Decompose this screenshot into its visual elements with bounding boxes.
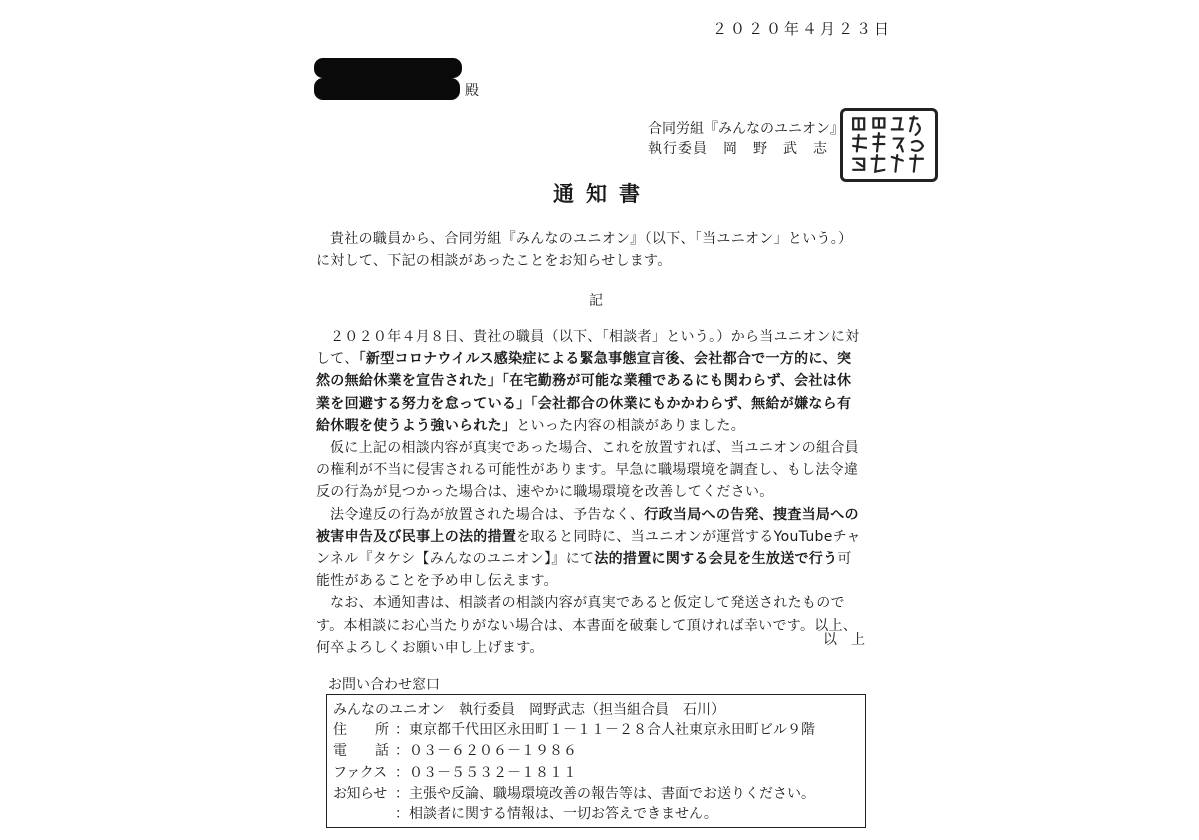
warning-paragraph <box>316 504 864 593</box>
consultation-intro: ２０２０年４月８日、貴社の職員（以下、「相談者」という。）から当ユニオンに対して、 <box>316 329 860 368</box>
union-seal-stamp <box>840 108 938 182</box>
notice-2: 相談者に関する情報は、一切お答えできません。 <box>409 806 718 822</box>
seal-glyphs <box>843 111 935 179</box>
intro-paragraph: 貴社の職員から、合同労組『みんなのユニオン』（以下、「当ユニオン」という。）に対して、下記の相談があったことをお知らせします。 <box>316 231 853 270</box>
sender-organization: 合同労組『みんなのユニオン』 <box>648 121 844 137</box>
warning-live-broadcast: 法的措置に関する会見を生放送で行う <box>594 551 838 568</box>
consultation-outro: といった内容の相談がありました。 <box>516 417 746 434</box>
fax-value: ０３－５５３２－１８１１ <box>409 765 577 781</box>
closing-mark: 以上 <box>823 632 879 648</box>
warning-part-2: を取ると同時に、当ユニオンが運営するYouTubeチャンネル『タケシ【みんなのユニオン】』にて <box>316 528 861 568</box>
consultation-complaints: 「新型コロナウイルス感染症による緊急事態宣言後、会社都合で一方的に、突然の無給休業を宣告された」「在宅勤務が可能な業種であるにも関わらず、会社は休業を回避する努力を怠っている」「会社都合の休業にもかかわらず、無給が嫌なら有給休暇を使うよう強いられた」 <box>316 351 852 434</box>
contact-phone-row <box>333 740 577 760</box>
notice-colon: ： <box>395 786 409 802</box>
letter-date: ２０２０年４月２３日 <box>712 20 893 38</box>
phone-label: 電 話 <box>333 743 389 759</box>
address-value: 東京都千代田区永田町１－１１－２８合人社東京永田町ビル９階 <box>409 722 815 738</box>
contact-notice-row <box>333 783 815 803</box>
redacted-recipient-line-1 <box>314 58 462 78</box>
contact-fax-row <box>333 762 577 782</box>
fax-label: ファクス <box>333 765 387 781</box>
address-colon: ： <box>395 722 409 738</box>
contact-notice-row-2 <box>333 803 718 823</box>
warning-part-1: 法令違反の行為が放置された場合は、予告なく、 <box>330 506 645 523</box>
contact-heading: お問い合わせ窓口 <box>328 677 440 693</box>
warning-part-3: 可能性があることを予め申し伝えます。 <box>316 551 852 590</box>
closing-paragraph: なお、本通知書は、相談者の相談内容が真実であると仮定して発送されたものです。本相談にお心当たりがない場合は、本書面を破棄して頂ければ幸いです。以上、何卒よろしくお願い申し上げます。 <box>316 595 858 656</box>
contact-name-line: みんなのユニオン 執行委員 岡野武志（担当組合員 石川） <box>333 702 725 718</box>
sender-representative: 執行委員 岡 野 武 志 <box>648 141 828 157</box>
notice-1: 主張や反論、職場環境改善の報告等は、書面でお送りください。 <box>409 786 815 802</box>
contact-box <box>326 694 866 828</box>
redacted-recipient-line-2 <box>314 78 460 100</box>
phone-value: ０３－６２０６－１９８６ <box>409 743 577 759</box>
contact-address-row <box>333 719 815 739</box>
letter-body <box>316 326 864 659</box>
address-label: 住 所 <box>333 722 389 738</box>
recipient-honorific: 殿 <box>465 83 479 99</box>
consultation-paragraph <box>316 326 864 437</box>
ki-marker: 記 <box>589 293 603 309</box>
phone-colon: ： <box>395 743 409 759</box>
warning-legal-actions: 行政当局への告発、捜査当局への被害申告及び民事上の法的措置 <box>316 506 859 545</box>
fax-colon: ： <box>395 765 409 781</box>
notice-colon-2: ： <box>395 806 409 822</box>
document-title: 通知書 <box>553 182 652 206</box>
notice-label: お知らせ <box>333 786 387 802</box>
request-paragraph: 仮に上記の相談内容が真実であった場合、これを放置すれば、当ユニオンの組合員の権利が不当に侵害される可能性があります。早急に職場環境を調査し、もし法令違反の行為が見つかった場合は、速やかに職場環境を改善してください。 <box>316 440 859 501</box>
